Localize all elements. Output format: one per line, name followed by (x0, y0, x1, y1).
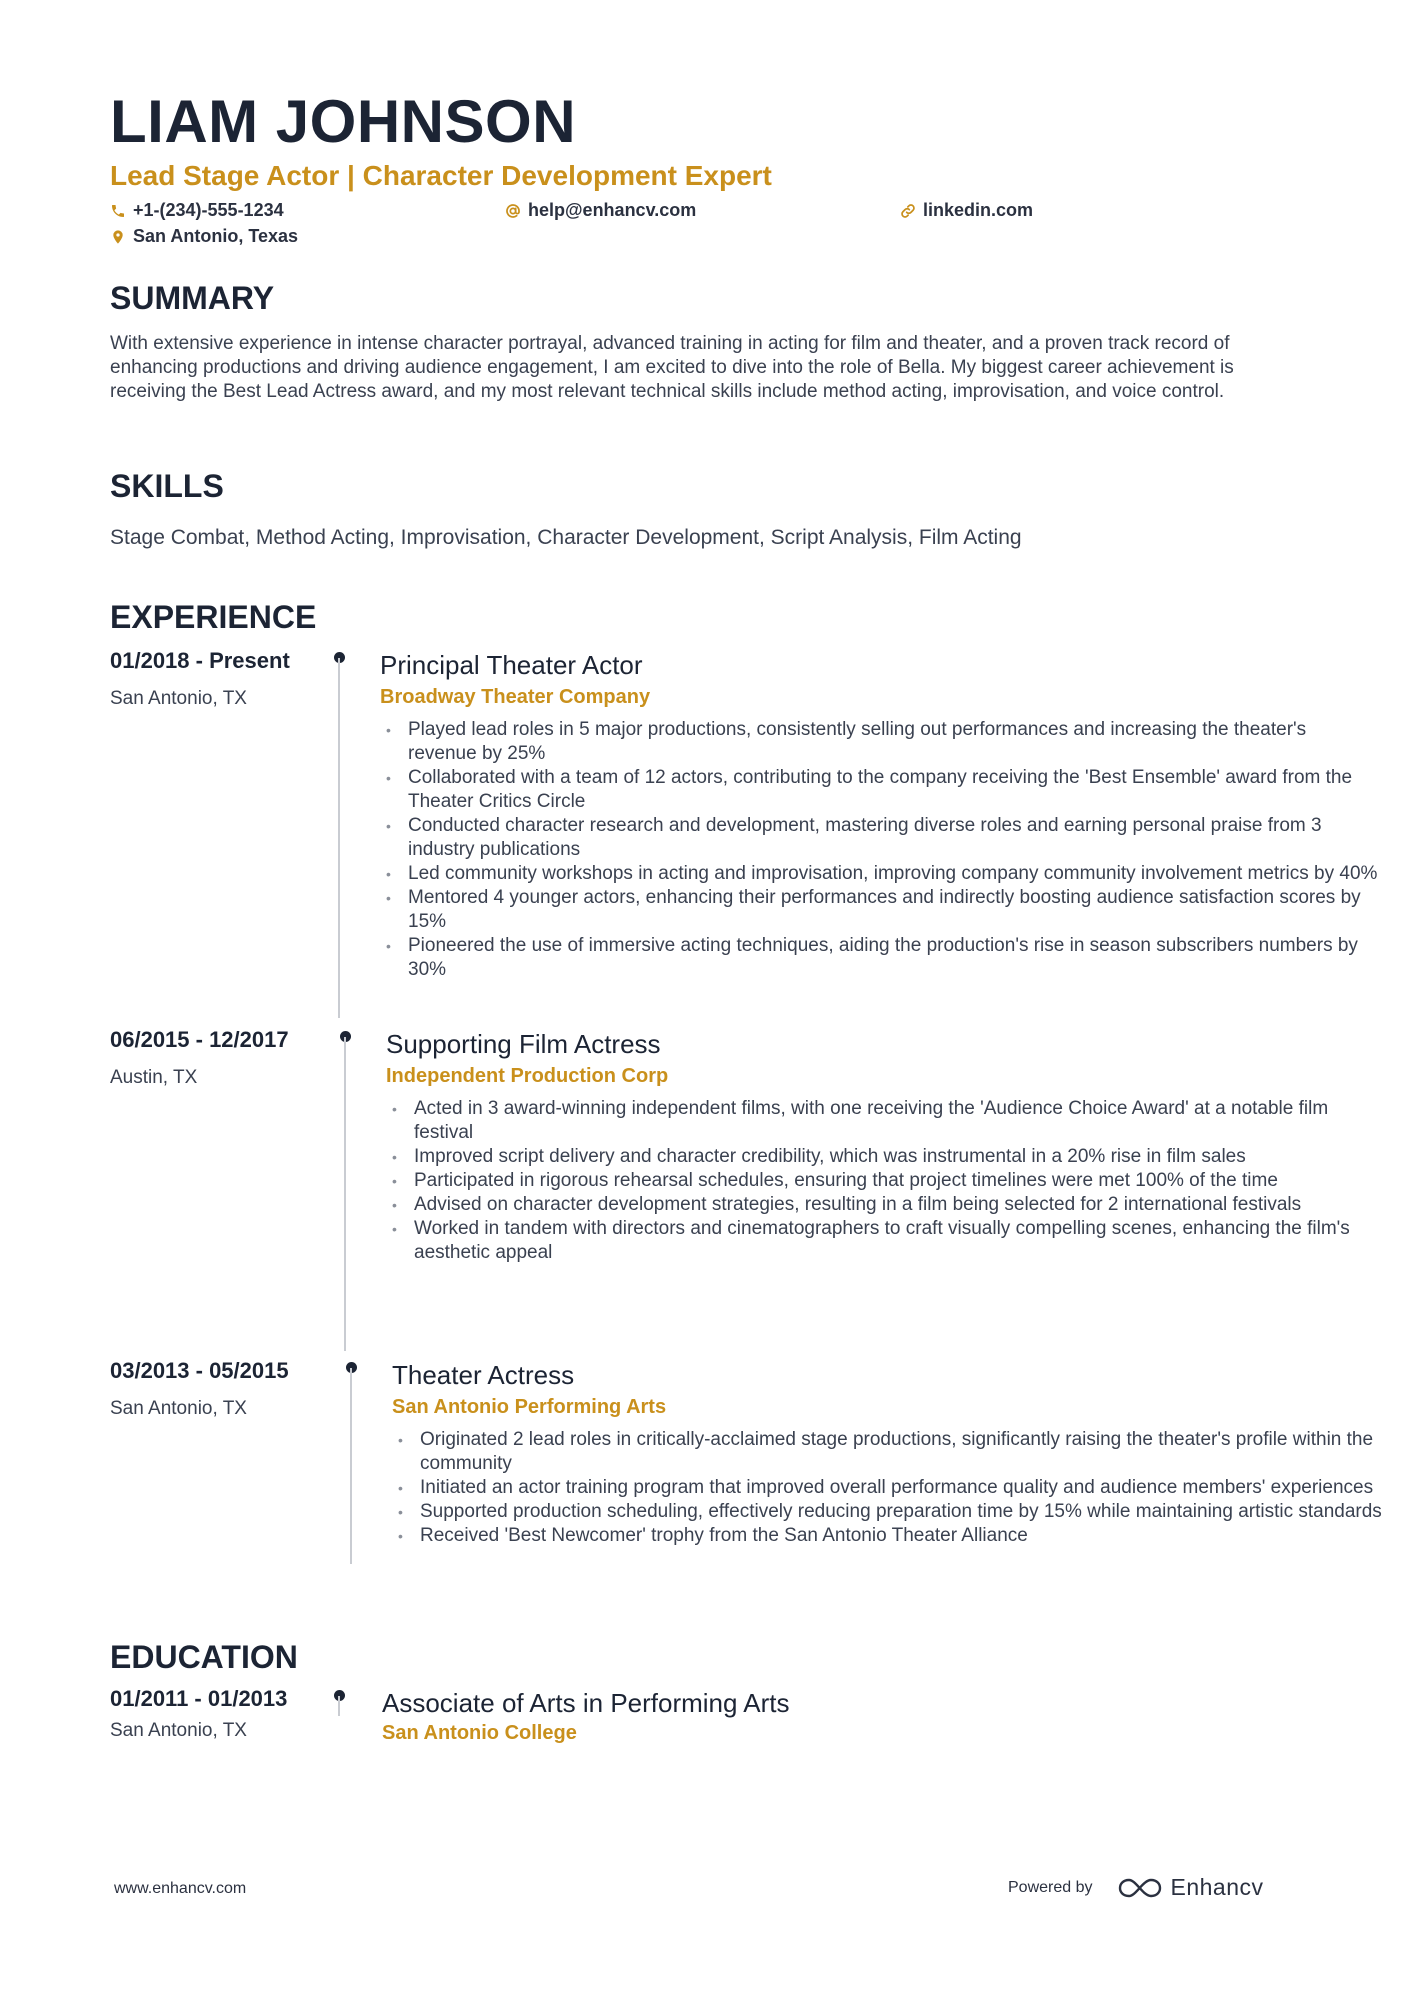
link-icon (900, 203, 916, 219)
contact-linkedin[interactable] (900, 200, 1033, 222)
entry-company: Broadway Theater Company (380, 686, 651, 708)
list-item: • Led community workshops in acting and improvisation, improving company community involvement metrics by 40% (380, 862, 1380, 886)
entry-role: Principal Theater Actor (380, 650, 643, 680)
timeline-line (350, 1368, 352, 1564)
list-item: • Initiated an actor training program that improved overall performance quality and audience members' experiences (392, 1476, 1382, 1500)
brand-text: Enhancv (1170, 1874, 1264, 1900)
entry-role: Supporting Film Actress (386, 1029, 661, 1059)
list-item: • Received 'Best Newcomer' trophy from the San Antonio Theater Alliance (392, 1524, 1382, 1548)
list-item: • Collaborated with a team of 12 actors, contributing to the company receiving the 'Best Ensemble' award from the Theater Critics Circle (380, 766, 1380, 814)
list-item: • Played lead roles in 5 major productions, consistently selling out performances and increasing the theater's revenue by 25% (380, 718, 1380, 766)
timeline-line (338, 1696, 340, 1716)
entry-school: San Antonio College (382, 1722, 577, 1744)
footer-powered-by (1008, 1874, 1264, 1901)
email-text: help@enhancv.com (528, 200, 697, 220)
timeline-line (338, 658, 340, 1018)
list-item: • Originated 2 lead roles in critically-acclaimed stage productions, significantly raising the theater's profile within the community (392, 1428, 1382, 1476)
at-icon (505, 203, 521, 219)
experience-heading: EXPERIENCE (110, 599, 317, 635)
candidate-name: LIAM JOHNSON (110, 88, 577, 155)
location-pin-icon (110, 229, 126, 245)
phone-icon (110, 203, 126, 219)
summary-heading: SUMMARY (110, 280, 275, 316)
infinity-logo-icon (1117, 1876, 1163, 1900)
list-item: • Advised on character development strategies, resulting in a film being selected for 2 international festivals (386, 1193, 1386, 1217)
list-item: • Improved script delivery and character credibility, which was instrumental in a 20% rise in film sales (386, 1145, 1386, 1169)
skills-heading: SKILLS (110, 468, 224, 504)
list-item: • Participated in rigorous rehearsal schedules, ensuring that project timelines were met 100% of the time (386, 1169, 1386, 1193)
entry-location: San Antonio, TX (110, 1398, 247, 1419)
phone-text: +1-(234)-555-1234 (133, 200, 284, 220)
candidate-title: Lead Stage Actor | Character Development Expert (110, 160, 772, 191)
entry-location: Austin, TX (110, 1067, 198, 1088)
entry-bullets (380, 718, 1380, 982)
skills-text: Stage Combat, Method Acting, Improvisation, Character Development, Script Analysis, Film Acting (110, 526, 1022, 549)
list-item: • Acted in 3 award-winning independent films, with one receiving the 'Audience Choice Award' at a notable film festival (386, 1097, 1386, 1145)
list-item: • Conducted character research and development, mastering diverse roles and earning personal praise from 3 industry publications (380, 814, 1380, 862)
entry-role: Theater Actress (392, 1360, 575, 1390)
timeline-line (344, 1037, 346, 1351)
contact-phone[interactable] (110, 200, 284, 222)
list-item: • Supported production scheduling, effectively reducing preparation time by 15% while maintaining artistic standards (392, 1500, 1382, 1524)
footer-website[interactable]: www.enhancv.com (114, 1880, 247, 1897)
entry-date: 01/2011 - 01/2013 (110, 1686, 288, 1711)
entry-bullets (386, 1097, 1386, 1265)
summary-text: With extensive experience in intense character portrayal, advanced training in acting for film and theater, and a proven track record of enhancing productions and driving audience engagement, I am excited to dive into the role of Bella. My biggest career achievement is receiving the Best Lead Actress award, and my most relevant technical skills include method acting, improvisation, and voice control. (110, 333, 1234, 402)
entry-date: 01/2018 - Present (110, 648, 290, 673)
entry-date: 03/2013 - 05/2015 (110, 1358, 289, 1383)
enhancv-logo[interactable] (1117, 1874, 1264, 1901)
list-item: • Pioneered the use of immersive acting techniques, aiding the production's rise in season subscribers numbers by 30% (380, 934, 1380, 982)
list-item: • Worked in tandem with directors and cinematographers to craft visually compelling scenes, enhancing the film's aesthetic appeal (386, 1217, 1386, 1265)
contact-location (110, 226, 298, 248)
entry-location: San Antonio, TX (110, 1720, 247, 1741)
linkedin-text: linkedin.com (923, 200, 1034, 220)
entry-bullets (392, 1428, 1382, 1548)
powered-by-text: Powered by (1008, 1878, 1093, 1896)
entry-company: Independent Production Corp (386, 1065, 669, 1087)
entry-location: San Antonio, TX (110, 688, 247, 709)
contact-email[interactable] (505, 200, 696, 222)
education-heading: EDUCATION (110, 1639, 298, 1675)
entry-company: San Antonio Performing Arts (392, 1396, 667, 1418)
location-text: San Antonio, Texas (133, 226, 299, 246)
entry-degree: Associate of Arts in Performing Arts (382, 1688, 790, 1718)
entry-date: 06/2015 - 12/2017 (110, 1027, 289, 1052)
list-item: • Mentored 4 younger actors, enhancing their performances and indirectly boosting audience satisfaction scores by 15% (380, 886, 1380, 934)
